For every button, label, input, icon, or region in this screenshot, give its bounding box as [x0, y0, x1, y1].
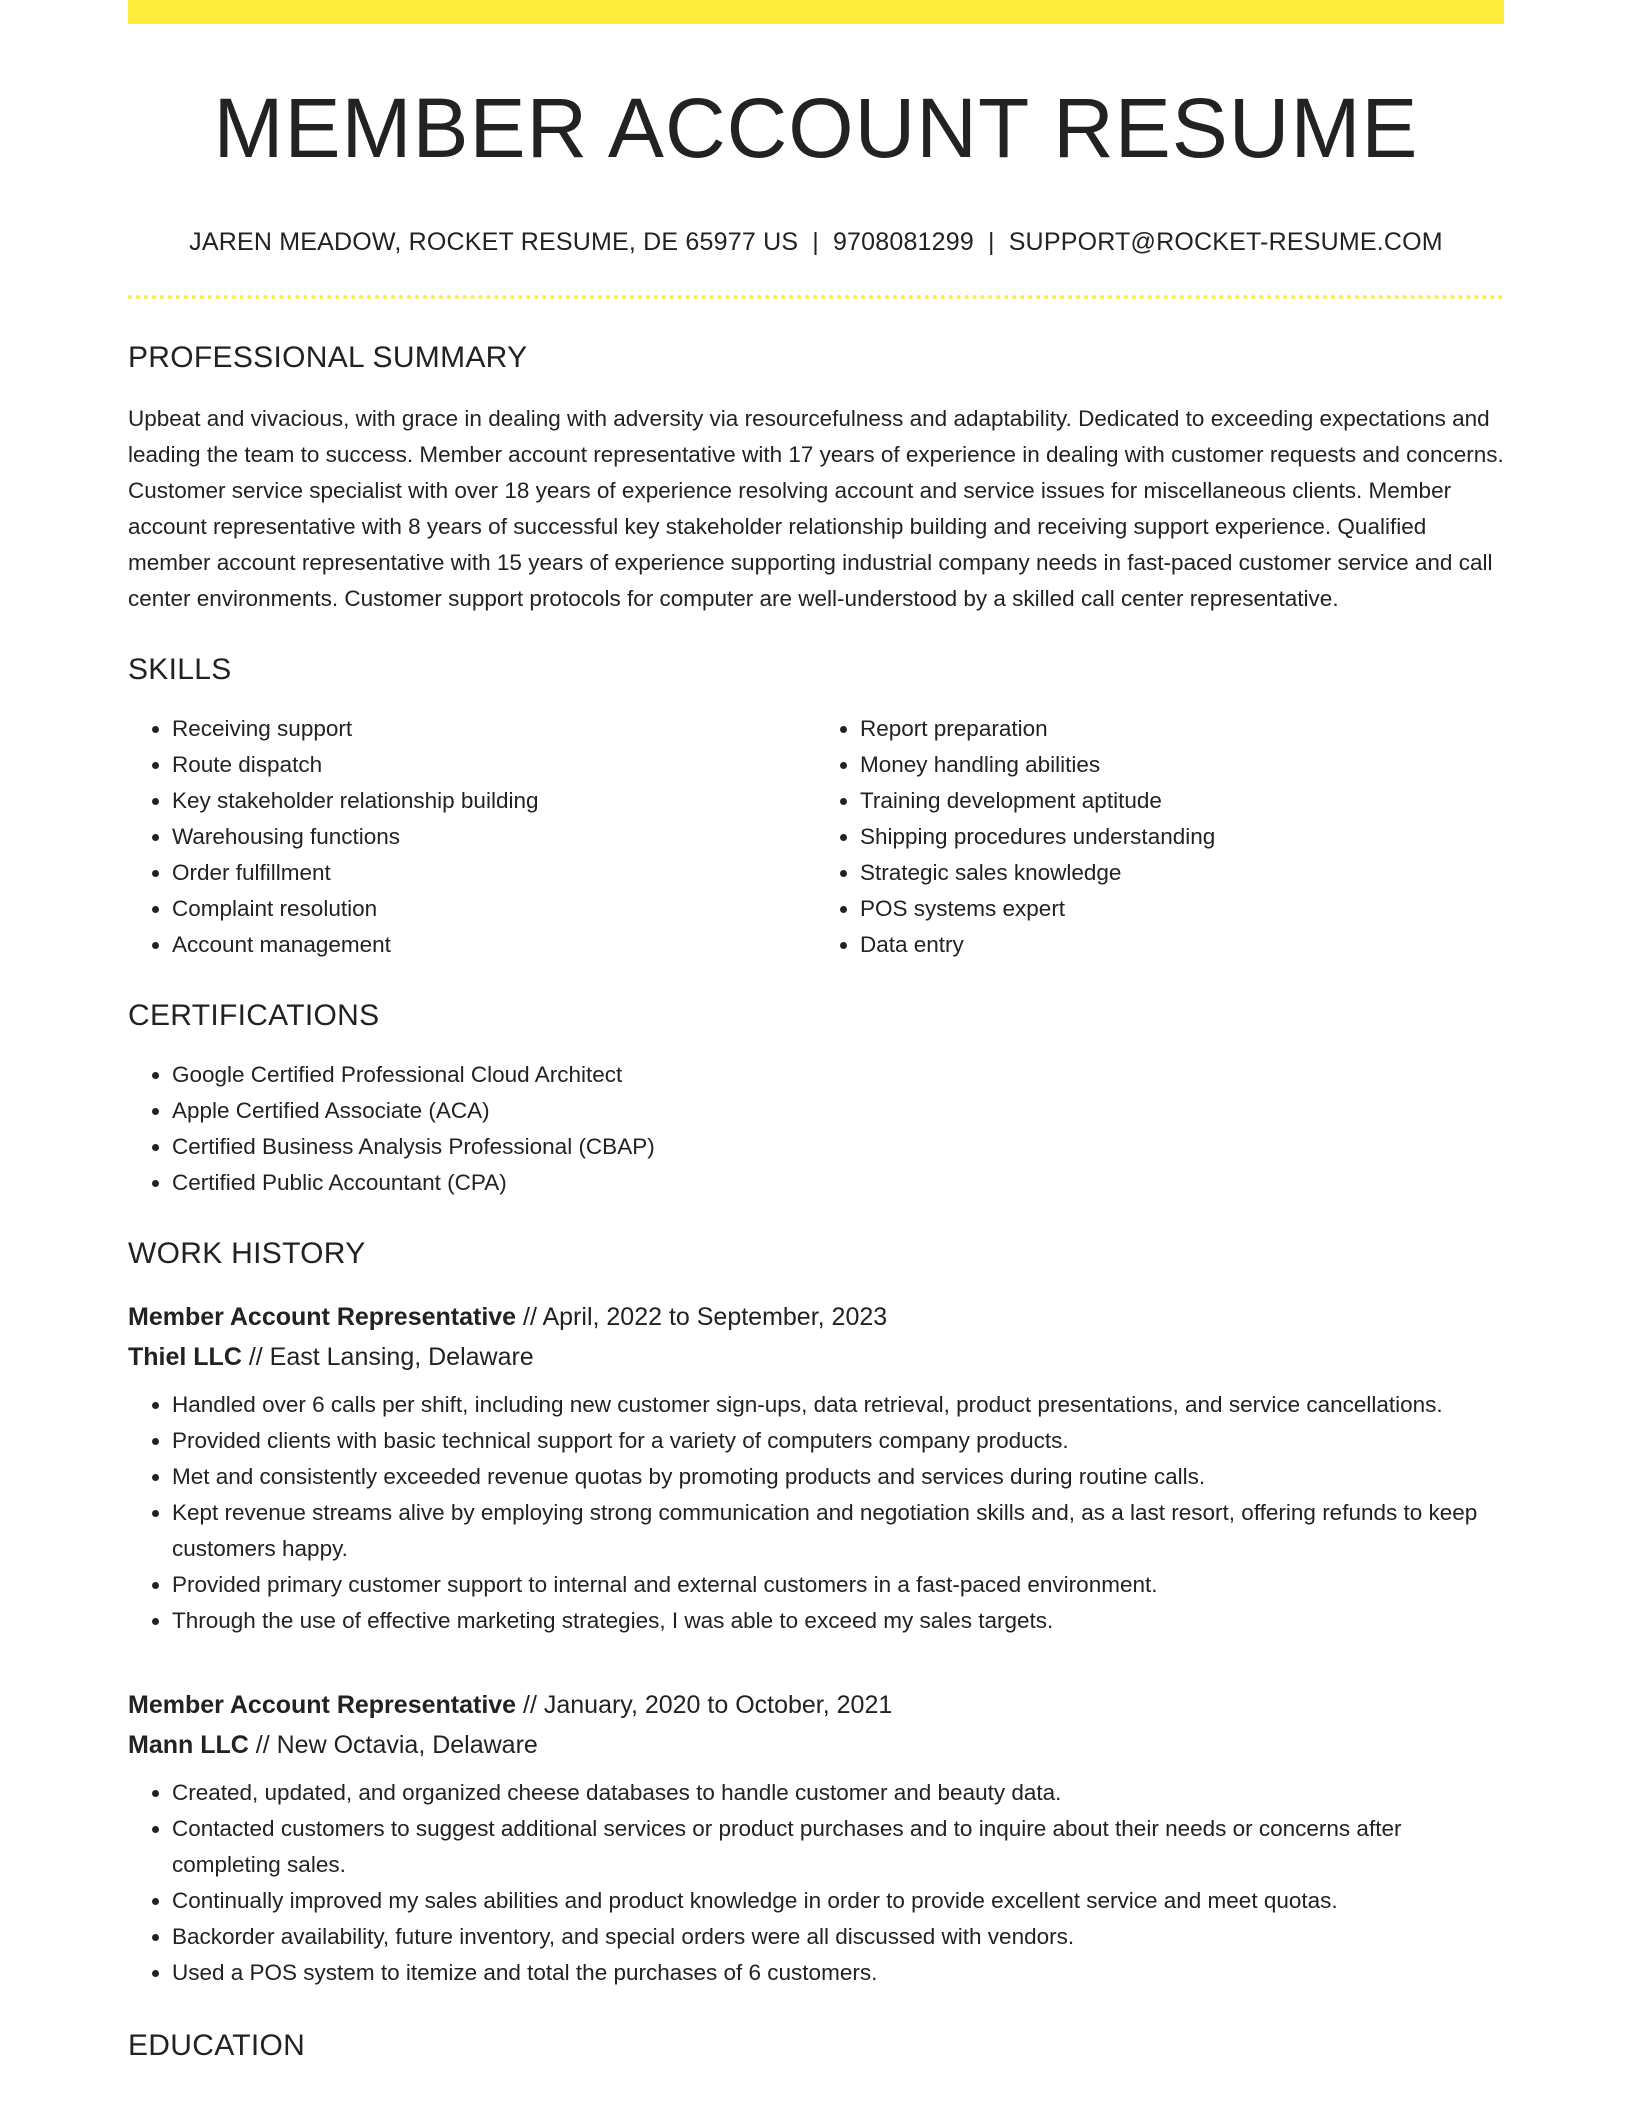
job-company: Thiel LLC	[128, 1343, 242, 1372]
job-bullet: • Created, updated, and organized cheese databases to handle customer and beauty data.	[172, 1775, 1504, 1811]
job-entry	[128, 1297, 1504, 1639]
job-role-line	[128, 1297, 1504, 1337]
contact-line	[128, 228, 1504, 257]
job-bullet: • Used a POS system to itemize and total the purchases of 6 customers.	[172, 1955, 1504, 1991]
job-bullet: • Handled over 6 calls per shift, including new customer sign-ups, data retrieval, product presentations, and service cancellations.	[172, 1387, 1504, 1423]
job-role-line	[128, 1685, 1504, 1725]
skill-item: • Receiving support	[172, 711, 816, 747]
skills-list-right	[816, 711, 1504, 963]
job-role: Member Account Representative	[128, 1691, 517, 1720]
job-bullet: • Continually improved my sales abilities and product knowledge in order to provide excellent service and meet quotas.	[172, 1883, 1504, 1919]
education-heading: EDUCATION	[128, 2029, 306, 2063]
job-dates: // April, 2022 to September, 2023	[516, 1303, 888, 1332]
work-history-heading: WORK HISTORY	[128, 1237, 366, 1271]
contact-phone: 9708081299	[832, 228, 974, 257]
job-location: // East Lansing, Delaware	[241, 1343, 534, 1372]
job-role: Member Account Representative	[128, 1303, 517, 1332]
skills-list-left	[128, 711, 816, 963]
job-bullet: • Backorder availability, future inventory, and special orders were all discussed with vendors.	[172, 1919, 1504, 1955]
contact-email: SUPPORT@ROCKET-RESUME.COM	[1008, 228, 1443, 257]
skills-heading: SKILLS	[128, 653, 232, 687]
skill-item: • Route dispatch	[172, 747, 816, 783]
contact-address: JAREN MEADOW, ROCKET RESUME, DE 65977 US	[189, 228, 799, 257]
job-bullets	[128, 1775, 1504, 1991]
skill-item: • Order fulfillment	[172, 855, 816, 891]
summary-heading: PROFESSIONAL SUMMARY	[128, 341, 528, 375]
certification-item: • Google Certified Professional Cloud Architect	[172, 1057, 1504, 1093]
skill-item: • Account management	[172, 927, 816, 963]
certifications-heading: CERTIFICATIONS	[128, 999, 380, 1033]
job-bullet: • Kept revenue streams alive by employing strong communication and negotiation skills and, as a last resort, offering refunds to keep customers happy.	[172, 1495, 1504, 1567]
certification-item: • Apple Certified Associate (ACA)	[172, 1093, 1504, 1129]
job-bullet: • Met and consistently exceeded revenue quotas by promoting products and services during routine calls.	[172, 1459, 1504, 1495]
job-dates: // January, 2020 to October, 2021	[516, 1691, 893, 1720]
dotted-divider	[128, 295, 1504, 299]
job-location: // New Octavia, Delaware	[248, 1731, 538, 1760]
skill-item: • Warehousing functions	[172, 819, 816, 855]
skill-item: • Key stakeholder relationship building	[172, 783, 816, 819]
skill-item: • Money handling abilities	[860, 747, 1504, 783]
job-bullet: • Through the use of effective marketing strategies, I was able to exceed my sales targets.	[172, 1603, 1504, 1639]
resume-title: MEMBER ACCOUNT RESUME	[213, 81, 1419, 175]
job-company-line	[128, 1337, 1504, 1377]
certification-item: • Certified Business Analysis Professional (CBAP)	[172, 1129, 1504, 1165]
job-bullets	[128, 1387, 1504, 1639]
skill-item: • POS systems expert	[860, 891, 1504, 927]
job-bullet: • Contacted customers to suggest additional services or product purchases and to inquire about their needs or concerns after completing sales.	[172, 1811, 1504, 1883]
skill-item: • Complaint resolution	[172, 891, 816, 927]
skill-item: • Shipping procedures understanding	[860, 819, 1504, 855]
job-company: Mann LLC	[128, 1731, 249, 1760]
job-bullet: • Provided primary customer support to internal and external customers in a fast-paced environment.	[172, 1567, 1504, 1603]
contact-separator: |	[812, 228, 819, 257]
skill-item: • Report preparation	[860, 711, 1504, 747]
skill-item: • Training development aptitude	[860, 783, 1504, 819]
skill-item: • Strategic sales knowledge	[860, 855, 1504, 891]
job-bullet: • Provided clients with basic technical support for a variety of computers company products.	[172, 1423, 1504, 1459]
skill-item: • Data entry	[860, 927, 1504, 963]
job-entry	[128, 1685, 1504, 1991]
skills-columns	[128, 711, 1504, 963]
resume-page	[128, 0, 1504, 2063]
certification-item: • Certified Public Accountant (CPA)	[172, 1165, 1504, 1201]
summary-text: Upbeat and vivacious, with grace in dealing with adversity via resourcefulness and adaptability. Dedicated to exceeding expectations and leading the team to success. Member account representative with 17 years of experience in dealing with customer requests and concerns. Customer service specialist with over 18 years of experience resolving account and service issues for miscellaneous clients. Member account representative with 8 years of successful key stakeholder relationship building and receiving support experience. Qualified member account representative with 15 years of experience supporting industrial company needs in fast-paced customer service and call center environments. Customer support protocols for computer are well-understood by a skilled call center representative.	[128, 406, 1504, 612]
contact-separator: |	[987, 228, 995, 257]
certifications-list	[128, 1057, 1504, 1201]
job-company-line	[128, 1725, 1504, 1765]
top-accent-bar	[128, 0, 1504, 24]
